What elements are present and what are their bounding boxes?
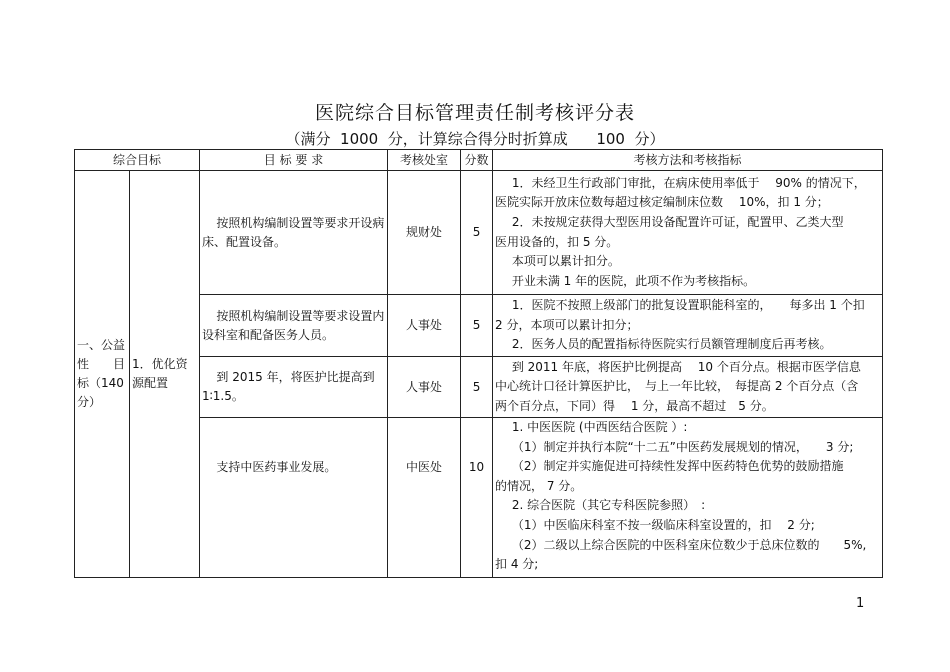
requirement-cell: 到 2015 年，将医护比提高到 1∶1.5。 <box>200 357 388 418</box>
category-cell <box>75 171 130 578</box>
method-cell: 1. 中医医院 (中西医结合医院 ）: （1）制定并执行本院“十二五”中医药发展规划的情况， 3 分; （2）制定并实施促进可持续性发挥中医药特色优势的鼓励措施 的情况， 7 分。 2. 综合医院（其它专科医院参照） : （1）中医临床科室不按一级临床科室设置的，扣 2 分; （2）二级以上综合医院的中医科室床位数少于总床位数的 5%, 扣 4 分; <box>493 418 883 578</box>
department-cell: 人事处 <box>388 295 461 357</box>
header-method: 考核方法和考核指标 <box>493 150 883 171</box>
score-cell: 5 <box>461 357 493 418</box>
requirement-cell: 按照机构编制设置等要求开设病床、配置设备。 <box>200 171 388 295</box>
document-title: 医院综合目标管理责任制考核评分表 <box>314 102 635 124</box>
header-goal: 综合目标 <box>75 150 200 171</box>
header-department: 考核处室 <box>388 150 461 171</box>
category-line: 标（140 <box>77 376 124 390</box>
subcategory-line: 1．优化资 <box>132 357 188 371</box>
subcategory-cell <box>130 171 200 578</box>
category-line: 分） <box>77 395 102 409</box>
department-cell: 中医处 <box>388 418 461 578</box>
method-cell: 1．未经卫生行政部门审批，在病床使用率低于 90% 的情况下， 医院实际开放床位数每超过核定编制床位数 10%，扣 1 分； 2．未按规定获得大型医用设备配置许可证，配置甲、乙类大型 医用设备的，扣 5 分。 本项可以累计扣分。 开业未满 1 年的医院，此项不作为考核指标。 <box>493 171 883 295</box>
assessment-table <box>74 149 883 578</box>
subcategory-line: 源配置 <box>132 376 169 390</box>
score-cell: 5 <box>461 295 493 357</box>
department-cell: 规财处 <box>388 171 461 295</box>
header-requirement: 目 标 要 求 <box>200 150 388 171</box>
department-cell: 人事处 <box>388 357 461 418</box>
requirement-cell: 支持中医药事业发展。 <box>200 418 388 578</box>
table-header-row <box>75 150 883 171</box>
method-cell: 到 2011 年底，将医护比例提高 10 个百分点。根据市医学信息 中心统计口径计算医护比， 与上一年比较， 每提高 2 个百分点（含 两个百分点，下同）得 1 分，最高不超过 5 分。 <box>493 357 883 418</box>
score-cell: 5 <box>461 171 493 295</box>
document-subtitle: （满分 1000 分，计算综合得分时折算成 100 分） <box>285 130 665 148</box>
requirement-cell: 按照机构编制设置等要求设置内设科室和配备医务人员。 <box>200 295 388 357</box>
page-number: 1 <box>856 596 865 611</box>
score-cell: 10 <box>461 418 493 578</box>
category-line: 一、公益 <box>77 338 126 352</box>
method-cell: 1．医院不按照上级部门的批复设置职能科室的， 每多出 1 个扣 2 分，本项可以累计扣分； 2．医务人员的配置指标待医院实行员额管理制度后再考核。 <box>493 295 883 357</box>
header-score: 分数 <box>461 150 493 171</box>
category-line: 性 目 <box>77 357 126 371</box>
table-row <box>75 171 883 295</box>
